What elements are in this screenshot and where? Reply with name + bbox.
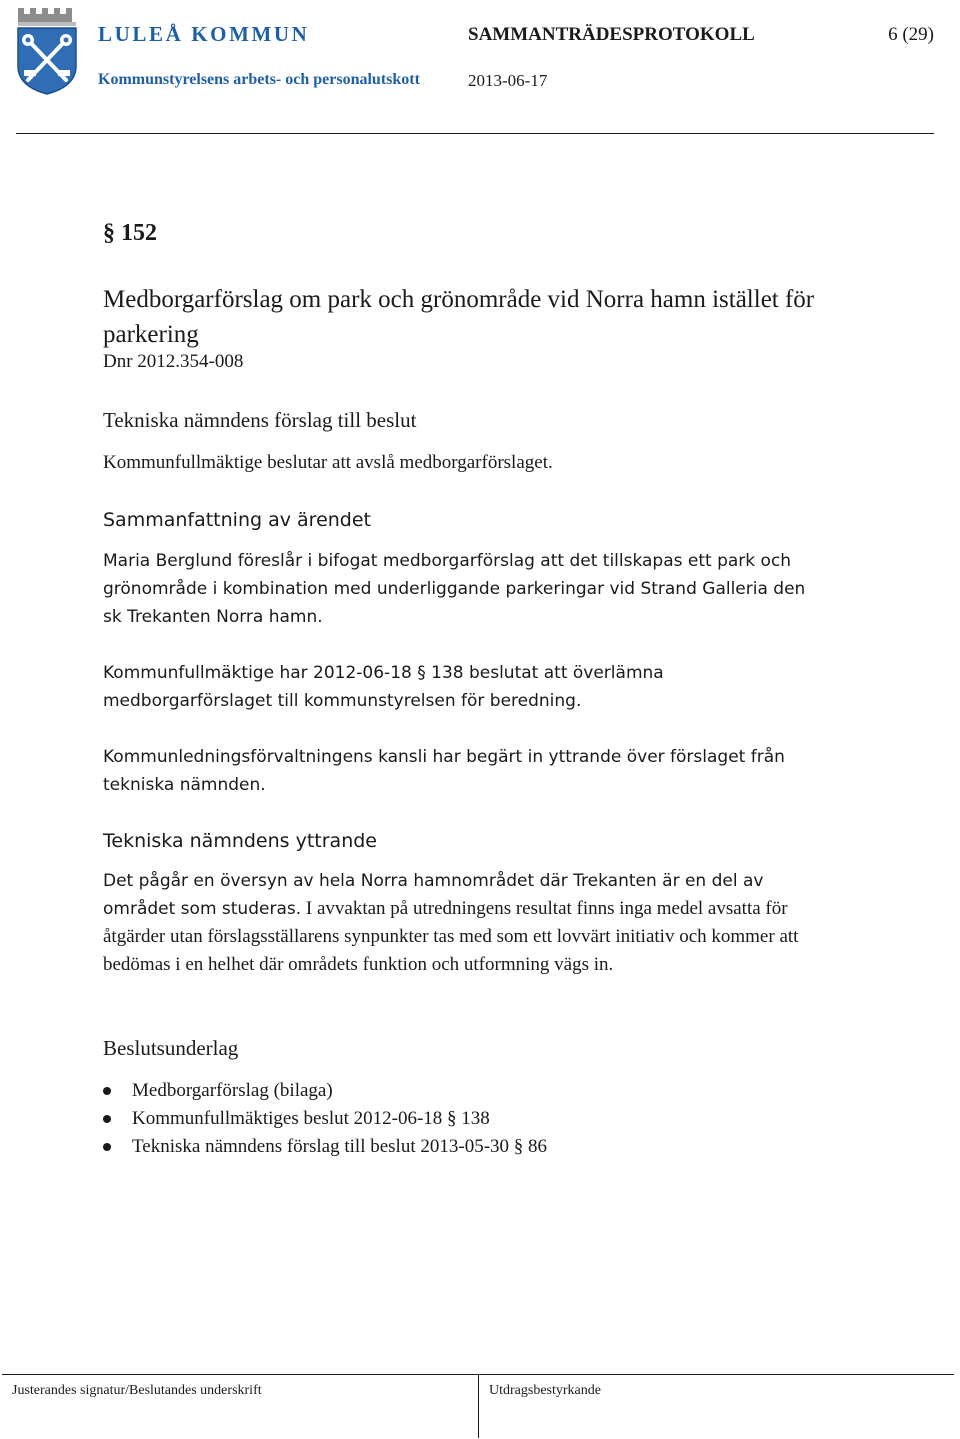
crest-icon — [14, 4, 80, 96]
list-item: Medborgarförslag (bilaga) — [103, 1077, 547, 1105]
statement-text — [103, 867, 803, 979]
case-number: Dnr 2012.354-008 — [103, 351, 244, 372]
certificate-label: Utdragsbestyrkande — [489, 1383, 601, 1398]
statement-heading: Tekniska nämndens yttrande — [103, 830, 377, 852]
statement-text-part-2: I avvaktan på utredningens resultat finns inga medel avsatta för åtgärder utan förslagsställarens synpunkter tas med som ett lovvärt initiativ och kommer att bedömas i en helhet där områdets funktion och utformning vägs in. — [103, 898, 799, 975]
list-item: Kommunfullmäktiges beslut 2012-06-18 § 138 — [103, 1105, 547, 1133]
attachments-heading: Beslutsunderlag — [103, 1036, 239, 1060]
section-title: Medborgarförslag om park och grönområde vid Norra hamn istället för parkering — [103, 286, 815, 348]
signature-label: Justerandes signatur/Beslutandes underskrift — [12, 1383, 262, 1398]
crest-logo — [14, 4, 80, 96]
proposal-text: Kommunfullmäktige beslutar att avslå medborgarförslaget. — [103, 452, 553, 473]
summary-heading: Sammanfattning av ärendet — [103, 509, 371, 531]
statement-text-part-1: Det pågår en översyn av hela Norra hamnområdet där Trekanten är en del av området som studeras. — [103, 871, 764, 919]
document-type: SAMMANTRÄDESPROTOKOLL — [468, 24, 755, 45]
proposal-heading: Tekniska nämndens förslag till beslut — [103, 408, 417, 432]
section-number: § 152 — [103, 220, 157, 246]
summary-paragraph-1: Maria Berglund föreslår i bifogat medborgarförslag att det tillskapas ett park och grönområde i kombination med underliggande parkeringar vid Strand Galleria den sk Trekanten Norra hamn. — [103, 551, 806, 627]
list-item: Tekniska nämndens förslag till beslut 2013-05-30 § 86 — [103, 1133, 547, 1161]
meeting-date: 2013-06-17 — [468, 71, 548, 90]
footer-divider — [478, 1374, 479, 1438]
committee-name: Kommunstyrelsens arbets- och personalutskott — [98, 71, 420, 88]
summary-paragraph-2: Kommunfullmäktige har 2012-06-18 § 138 beslutat att överlämna medborgarförslaget till kommunstyrelsen för beredning. — [103, 663, 664, 711]
municipality-name: LULEÅ KOMMUN — [98, 22, 310, 46]
page-number: 6 (29) — [888, 24, 934, 45]
summary-paragraph-3: Kommunledningsförvaltningens kansli har begärt in yttrande över förslaget från tekniska nämnden. — [103, 747, 785, 795]
attachments-list — [103, 1077, 547, 1161]
header-divider — [16, 133, 934, 134]
